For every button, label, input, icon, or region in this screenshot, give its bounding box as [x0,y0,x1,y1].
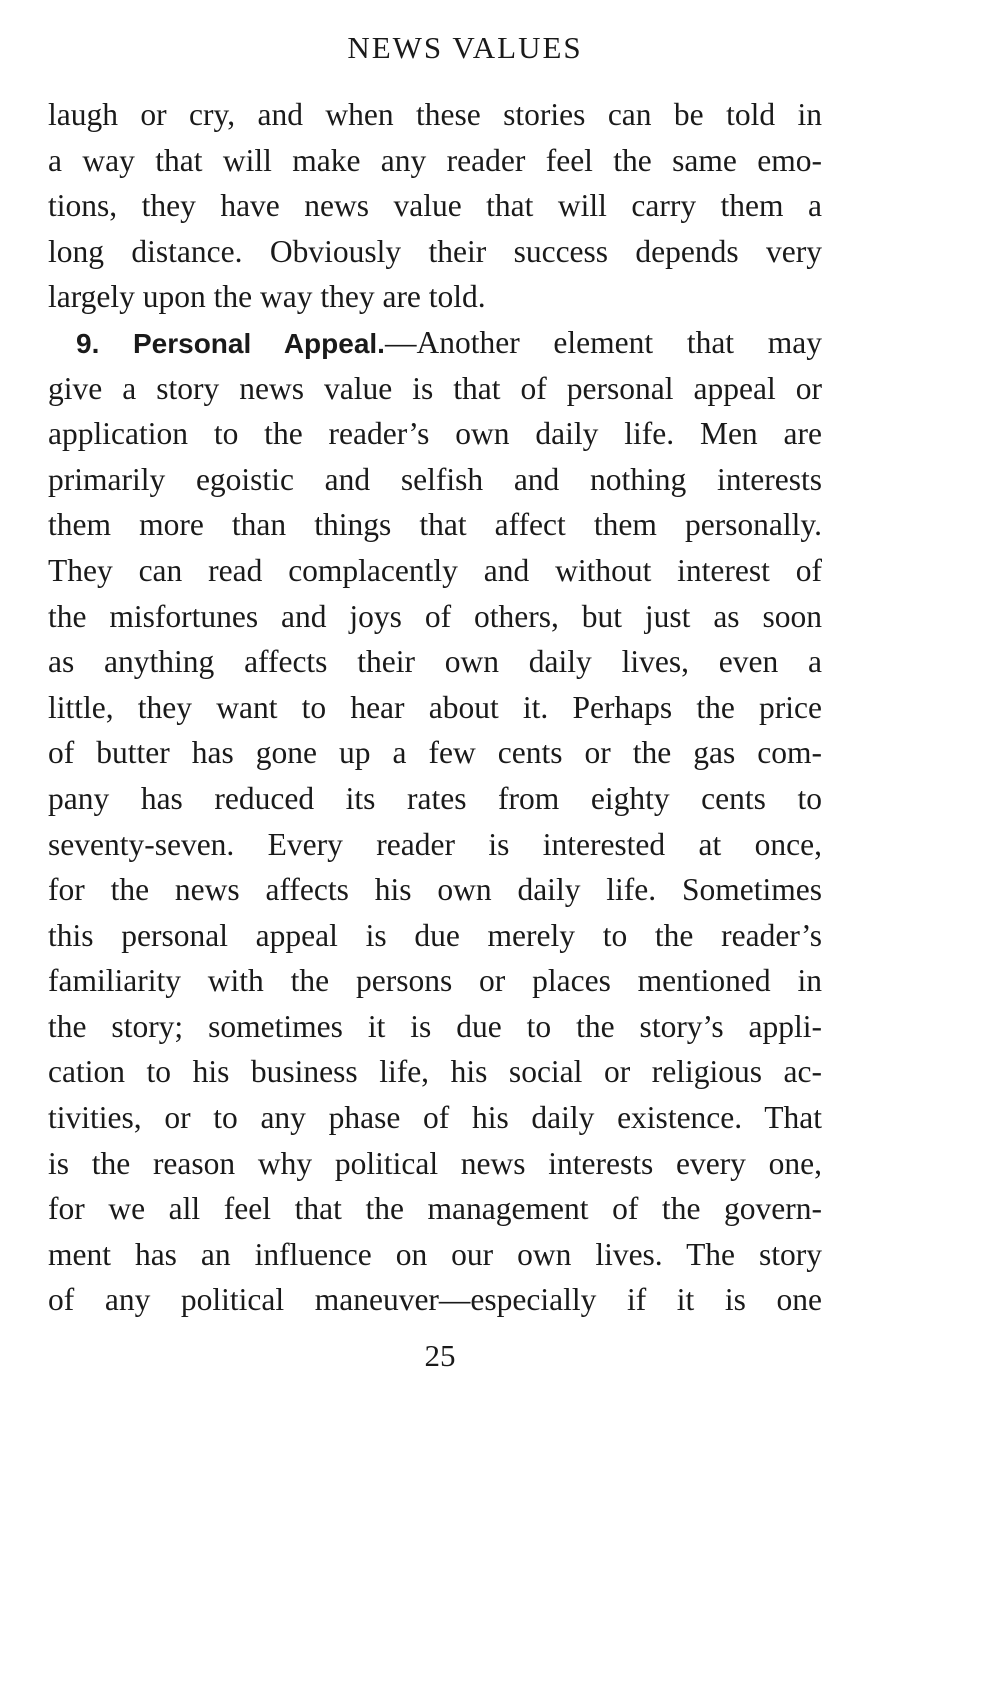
text-line: give a story news value is that of personal appeal or [48,370,822,406]
body-text [48,92,822,1323]
text-line: the misfortunes and joys of others, but just as soon [48,598,822,634]
text-line: of butter has gone up a few cents or the gas com- [48,735,822,771]
text-line: seventy-seven. Every reader is interested at once, [48,826,822,862]
text-line: They can read complacently and without interest of [48,552,822,588]
text-line: as anything affects their own daily lives, even a [48,644,822,680]
text-line [48,320,822,366]
text-line: ment has an influence on our own lives. The story [48,1236,822,1272]
text-line: laugh or cry, and when these stories can be told in [48,97,822,132]
text-line: this personal appeal is due merely to the reader’s [48,917,822,953]
text-line: largely upon the way they are told. [48,279,486,315]
text-line: familiarity with the persons or places mentioned in [48,963,822,999]
page-number: 25 [424,1338,456,1373]
text-line: primarily egoistic and selfish and nothing interests [48,461,822,497]
text-line: a way that will make any reader feel the same emo- [48,142,822,178]
text-line: little, they want to hear about it. Perhaps the price [48,689,822,725]
text-line: application to the reader’s own daily life. Men are [48,416,822,452]
text-line: for the news affects his own daily life. Sometimes [48,872,822,908]
text-line: of any political maneuver—especially if it is one [48,1282,822,1318]
text-line: the story; sometimes it is due to the story’s appli- [48,1008,822,1044]
section-heading: 9. Personal Appeal. [76,327,385,359]
text-line-continuation: —Another element that may [384,324,823,360]
text-line: tions, they have news value that will carry them a [48,188,822,224]
running-head: NEWS VALUES [347,30,583,65]
text-line: pany has reduced its rates from eighty cents to [48,780,822,816]
text-line: cation to his business life, his social or religious ac- [48,1054,822,1090]
text-line: for we all feel that the management of the govern- [48,1191,822,1227]
text-line: is the reason why political news interests every one, [48,1145,822,1181]
text-line: long distance. Obviously their success depends very [48,233,822,269]
text-line: tivities, or to any phase of his daily existence. That [48,1100,822,1136]
text-line: them more than things that affect them personally. [48,507,822,543]
